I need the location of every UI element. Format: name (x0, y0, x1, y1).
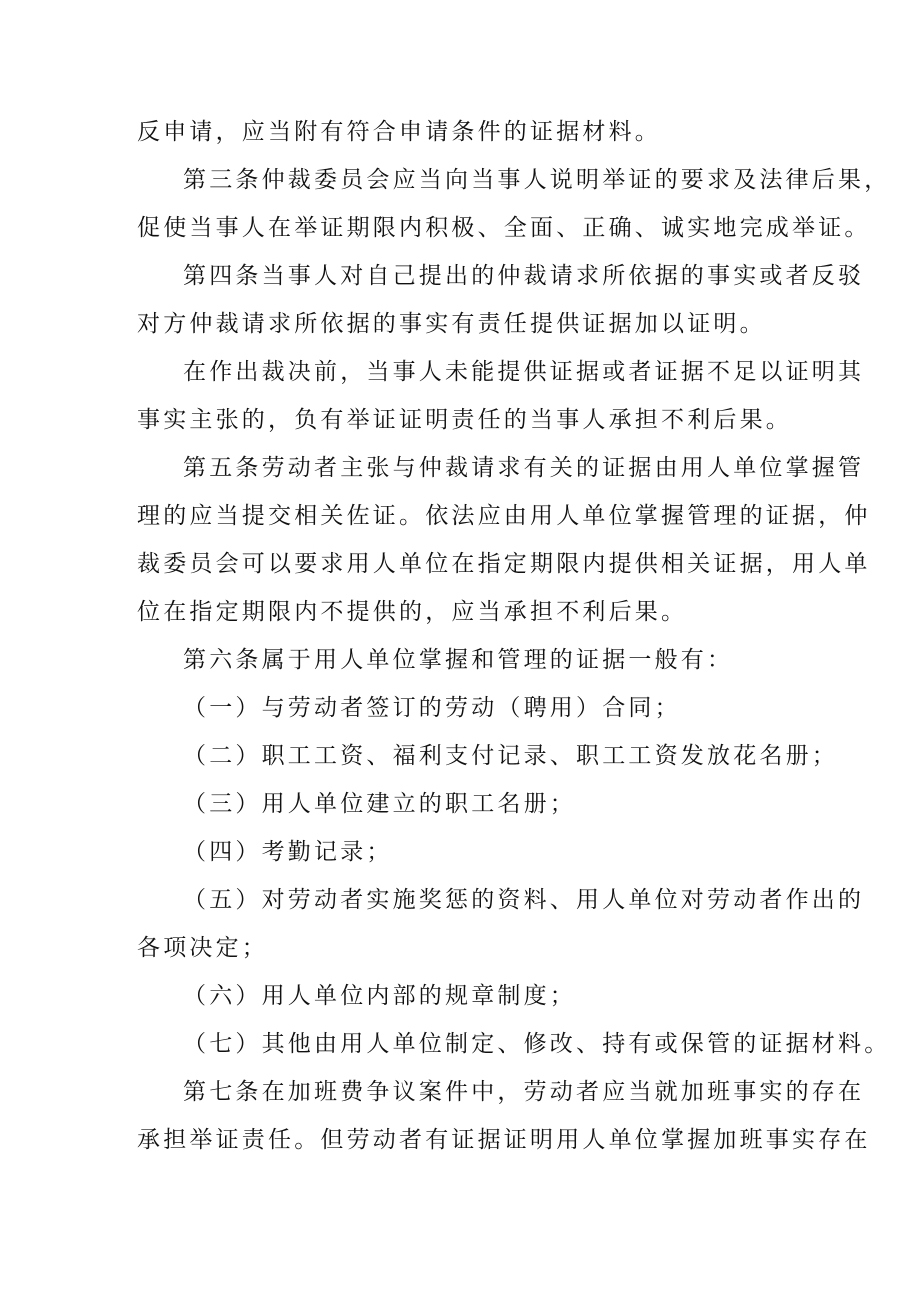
text-line: 裁委员会可以要求用人单位在指定期限内提供相关证据，用人单 (137, 551, 871, 577)
text-line: 对方仲裁请求所依据的事实有责任提供证据加以证明。 (137, 311, 766, 337)
article-4-start: 第四条当事人对自己提出的仲裁请求所依据的事实或者反驳 (183, 263, 865, 289)
text-line: 位在指定期限内不提供的，应当承担不利后果。 (137, 599, 688, 625)
text-line: 事实主张的，负有举证证明责任的当事人承担不利后果。 (137, 407, 792, 433)
text-line: 促使当事人在举证期限内积极、全面、正确、诚实地完成举证。 (137, 215, 871, 241)
text-line: 反申请，应当附有符合申请条件的证据材料。 (137, 119, 661, 145)
article-6-start: 第六条属于用人单位掌握和管理的证据一般有： (183, 647, 734, 673)
article-5-start: 第五条劳动者主张与仲裁请求有关的证据由用人单位掌握管 (183, 455, 865, 481)
list-item: （二）职工工资、福利支付记录、职工工资发放花名册； (183, 743, 838, 769)
list-item: （五）对劳动者实施奖惩的资料、用人单位对劳动者作出的 (183, 887, 865, 913)
text-line: 各项决定； (137, 935, 268, 961)
text-line: 承担举证责任。但劳动者有证据证明用人单位掌握加班事实存在 (137, 1127, 871, 1153)
list-item: （六）用人单位内部的规章制度； (183, 983, 576, 1009)
paragraph-start: 在作出裁决前，当事人未能提供证据或者证据不足以证明其 (183, 359, 865, 385)
article-3-start: 第三条仲裁委员会应当向当事人说明举证的要求及法律后果， (183, 167, 891, 193)
list-item: （一）与劳动者签订的劳动（聘用）合同； (183, 695, 681, 721)
list-item: （七）其他由用人单位制定、修改、持有或保管的证据材料。 (183, 1031, 891, 1057)
list-item: （四）考勤记录； (183, 839, 393, 865)
text-line: 理的应当提交相关佐证。依法应由用人单位掌握管理的证据，仲 (137, 503, 871, 529)
list-item: （三）用人单位建立的职工名册； (183, 791, 576, 817)
article-7-start: 第七条在加班费争议案件中，劳动者应当就加班事实的存在 (183, 1079, 865, 1105)
